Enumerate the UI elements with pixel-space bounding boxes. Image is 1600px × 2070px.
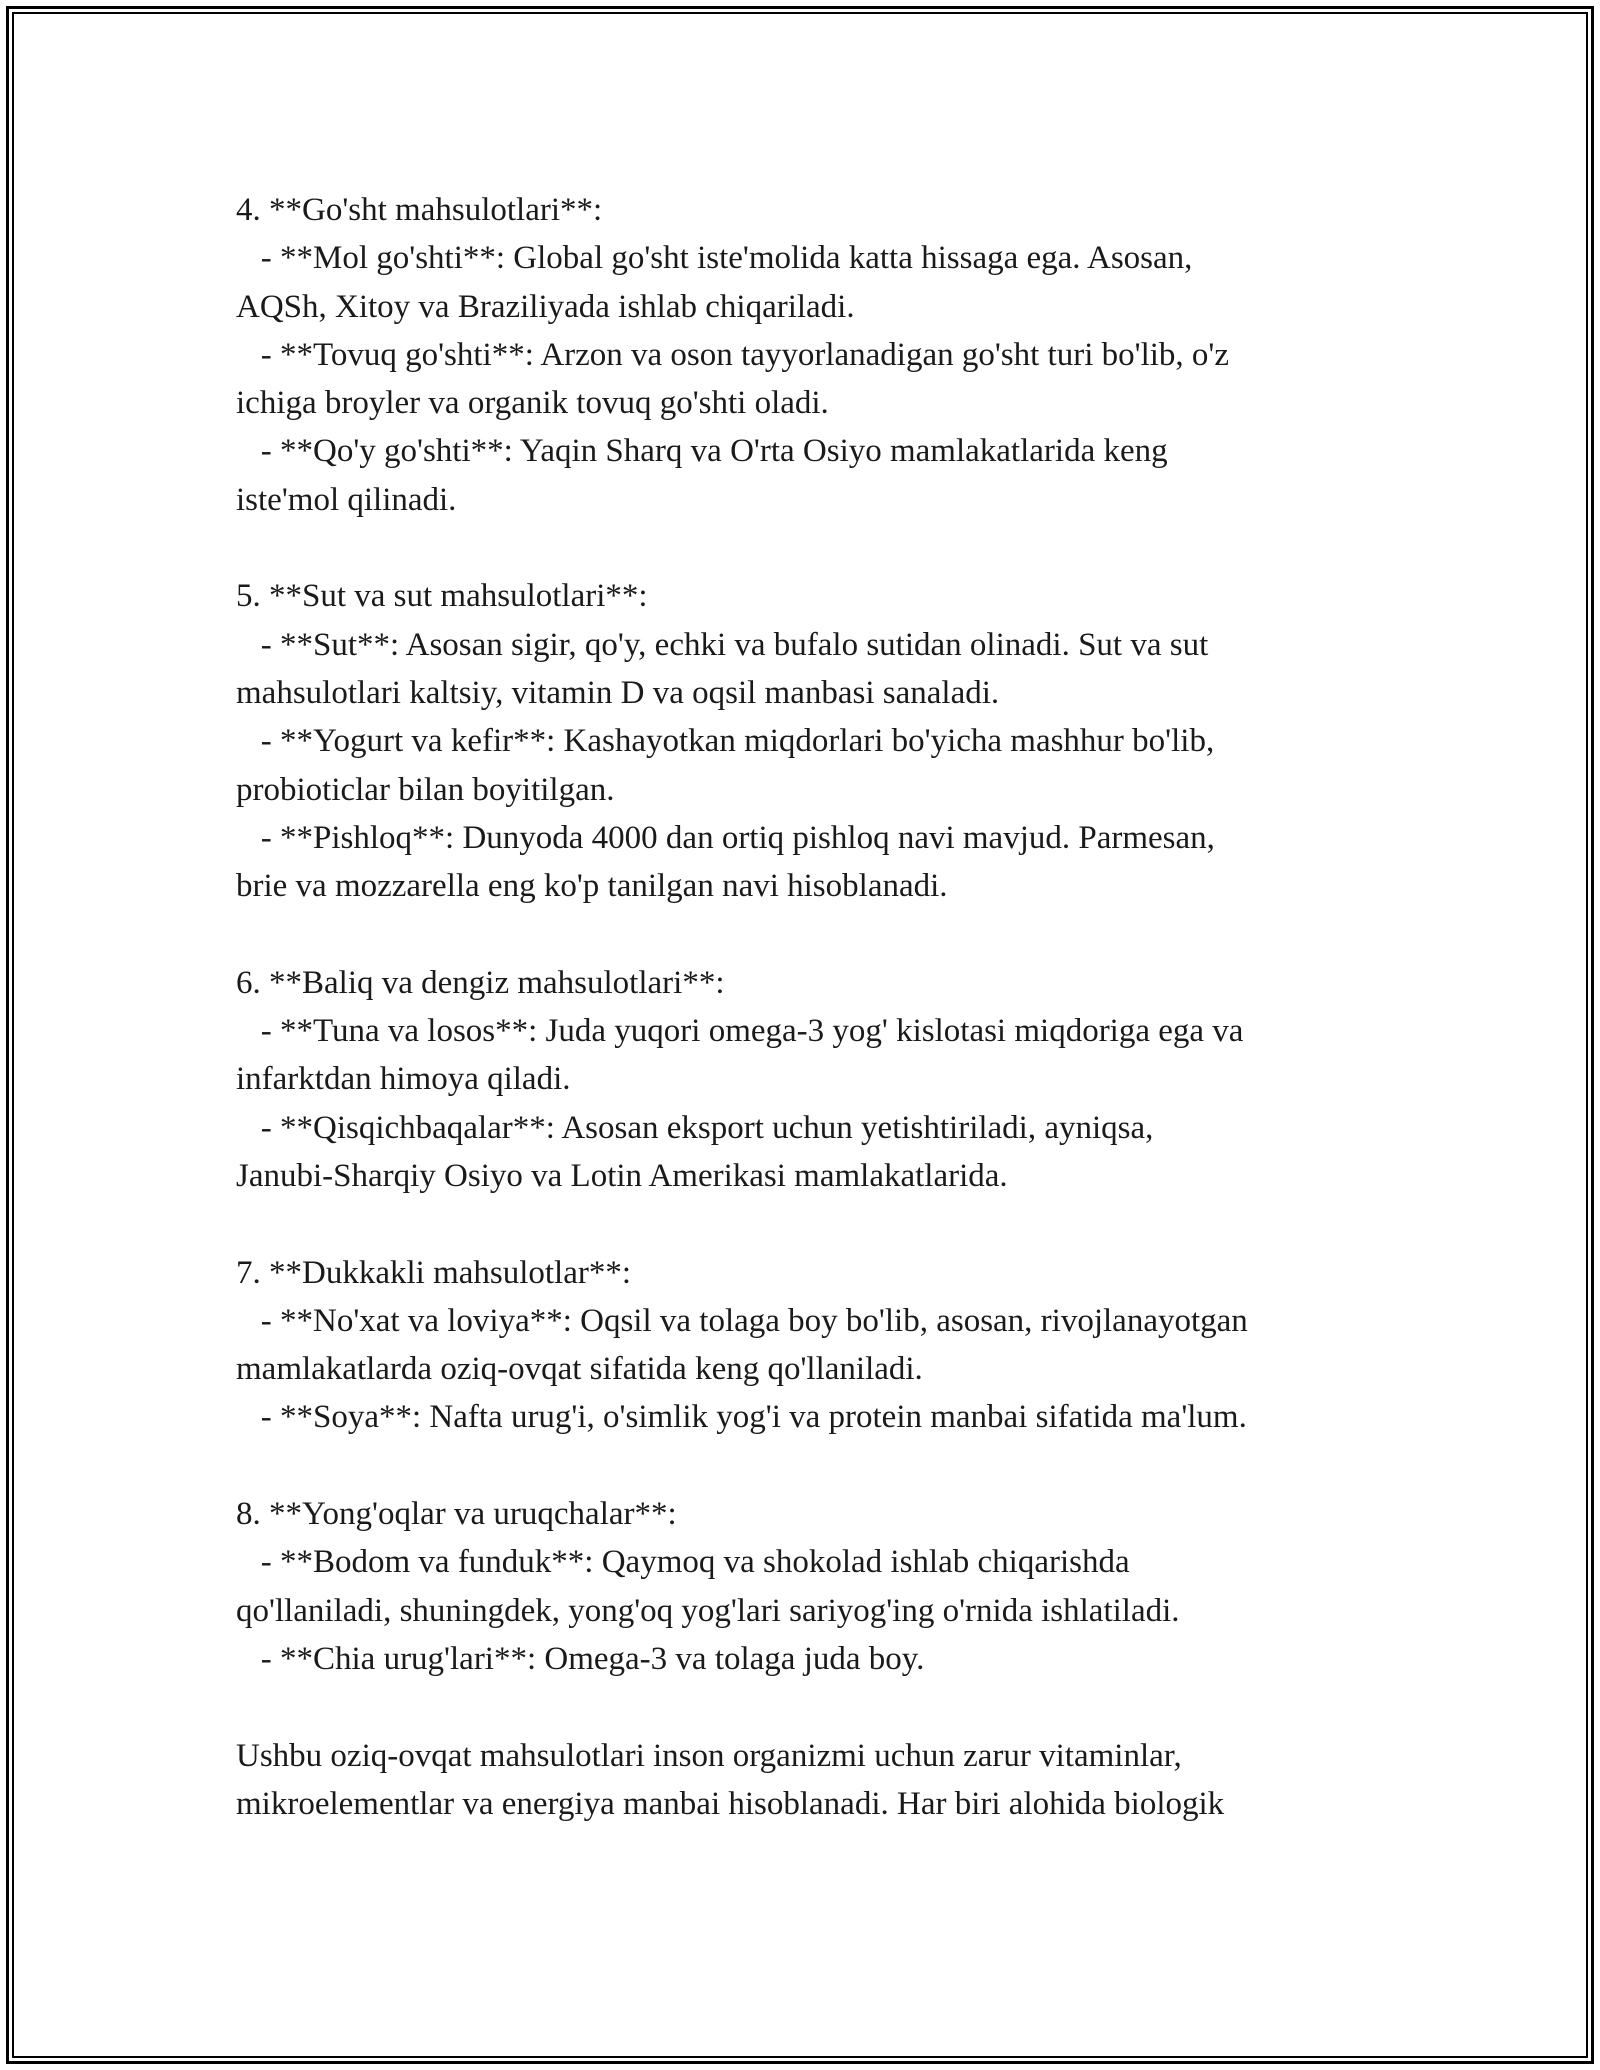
text-line: Janubi-Sharqiy Osiyo va Lotin Amerikasi mamlakatlarida.: [236, 1157, 1008, 1194]
text-line: - **Sut**: Asosan sigir, qo'y, echki va bufalo sutidan olinadi. Sut va sut: [236, 626, 1209, 663]
text-line: ichiga broyler va organik tovuq go'shti oladi.: [236, 385, 829, 422]
text-line: - **Pishloq**: Dunyoda 4000 dan ortiq pishloq navi mavjud. Parmesan,: [236, 819, 1215, 856]
text-line: - **Tovuq go'shti**: Arzon va oson tayyorlanadigan go'sht turi bo'lib, o'z: [236, 336, 1230, 373]
text-line: iste'mol qilinadi.: [236, 481, 457, 518]
text-line: mikroelementlar va energiya manbai hisoblanadi. Har biri alohida biologik: [236, 1785, 1225, 1822]
text-line: probioticlar bilan boyitilgan.: [236, 771, 615, 808]
text-line: Ushbu oziq-ovqat mahsulotlari inson organizmi uchun zarur vitaminlar,: [236, 1737, 1182, 1774]
text-line: - **Tuna va losos**: Juda yuqori omega-3 yog' kislotasi miqdoriga ega va: [236, 1013, 1244, 1050]
text-line: brie va mozzarella eng ko'p tanilgan navi hisoblanadi.: [236, 868, 948, 905]
text-line: AQSh, Xitoy va Braziliyada ishlab chiqariladi.: [236, 288, 855, 325]
text-line: - **Chia urug'lari**: Omega-3 va tolaga juda boy.: [236, 1640, 925, 1677]
text-line: - **Soya**: Nafta urug'i, o'simlik yog'i va protein manbai sifatida ma'lum.: [236, 1399, 1247, 1436]
text-line: - **Qo'y go'shti**: Yaqin Sharq va O'rta Osiyo mamlakatlarida keng: [236, 433, 1168, 470]
text-line: 5. **Sut va sut mahsulotlari**:: [236, 578, 648, 615]
text-line: mamlakatlarda oziq-ovqat sifatida keng qo'llaniladi.: [236, 1351, 923, 1388]
text-line: qo'llaniladi, shuningdek, yong'oq yog'lari sariyog'ing o'rnida ishlatiladi.: [236, 1592, 1180, 1629]
blank-line: [236, 1200, 1416, 1248]
blank-line: [236, 1442, 1416, 1490]
text-line: infarktdan himoya qiladi.: [236, 1061, 571, 1098]
text-line: - **Qisqichbaqalar**: Asosan eksport uchun yetishtiriladi, ayniqsa,: [236, 1109, 1154, 1146]
text-line: mahsulotlari kaltsiy, vitamin D va oqsil manbasi sanaladi.: [236, 674, 1000, 711]
blank-line: [236, 1683, 1416, 1731]
text-line: 4. **Go'sht mahsulotlari**:: [236, 192, 603, 228]
blank-line: [236, 910, 1416, 958]
text-line: - **Mol go'shti**: Global go'sht iste'molida katta hissaga ega. Asosan,: [236, 240, 1193, 277]
text-line: 6. **Baliq va dengiz mahsulotlari**:: [236, 964, 725, 1001]
text-line: 7. **Dukkakli mahsulotlar**:: [236, 1254, 632, 1291]
document-body: [236, 186, 1416, 1828]
text-line: - **Bodom va funduk**: Qaymoq va shokolad ishlab chiqarishda: [236, 1544, 1130, 1581]
text-line: 8. **Yong'oqlar va uruqchalar**:: [236, 1496, 677, 1533]
text-line: - **No'xat va loviya**: Oqsil va tolaga boy bo'lib, asosan, rivojlanayotgan: [236, 1302, 1248, 1339]
blank-line: [236, 524, 1416, 572]
text-line: - **Yogurt va kefir**: Kashayotkan miqdorlari bo'yicha mashhur bo'lib,: [236, 723, 1215, 760]
